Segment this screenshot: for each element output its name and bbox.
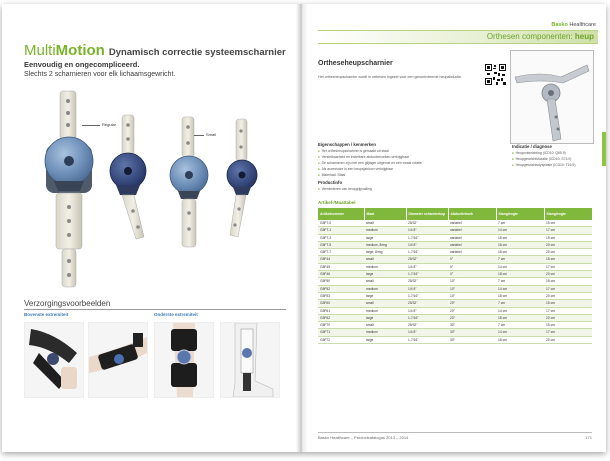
product-title: Ortheseheupscharnier xyxy=(318,60,393,67)
property-item: ■ Als accessoire is een heupsjabloon verkrijgbaar xyxy=(318,167,393,171)
table-row xyxy=(318,292,592,299)
table-cell: medium, 8/mg xyxy=(364,241,406,248)
table-cell: 19 cm xyxy=(544,234,592,241)
table-cell: G5F61 xyxy=(318,307,364,314)
table-cell: 25/32" xyxy=(406,220,448,227)
table-cell: medium xyxy=(364,329,406,336)
table-cell: 1/4 8" xyxy=(406,285,448,292)
right-page xyxy=(304,4,606,452)
table-cell: 1/4 8" xyxy=(406,329,448,336)
left-page-subtitle-2: Slechts 2 scharnieren voor elk lichaamsgewricht. xyxy=(24,71,176,78)
property-item: ■ Materiaal: Staal xyxy=(318,173,345,177)
table-cell: G5F72 xyxy=(318,336,364,343)
hinge-small-dark xyxy=(227,119,257,237)
production-title: Productinfo xyxy=(318,180,343,185)
page-footer: Basko Healthcare – Productcatalogus 2013 – 2014 xyxy=(318,435,409,440)
table-cell: G5FT-7 xyxy=(318,249,364,256)
table-cell: 1-7/16" xyxy=(406,314,448,321)
table-cell: G5FT-0 xyxy=(318,220,364,227)
table-cell: 15 cm xyxy=(544,278,592,285)
table-cell: G5F44 xyxy=(318,256,364,263)
table-cell: G5F60 xyxy=(318,300,364,307)
table-cell: 25/32" xyxy=(406,256,448,263)
table-cell: 18 cm xyxy=(496,314,544,321)
catalog-spread xyxy=(2,4,606,452)
table-cell: G5F53 xyxy=(318,292,364,299)
category-band-value: heup xyxy=(574,32,594,41)
table-cell: large xyxy=(364,234,406,241)
photo-leg-orthosis xyxy=(220,322,280,398)
table-cell: medium xyxy=(364,285,406,292)
col-header-diameter: Diameter scharnierkop xyxy=(406,208,448,220)
table-row xyxy=(318,314,592,321)
table-cell: G5F45 xyxy=(318,263,364,270)
page-number: 171 xyxy=(585,435,592,440)
table-cell: variabel xyxy=(448,241,496,248)
property-item: ■ Verstelbaarheid en instelbare abductiehoeken verkrijgbaar xyxy=(318,155,409,159)
indication-title: Indicatie / diagnose xyxy=(512,144,552,149)
leader-regular xyxy=(82,125,100,126)
table-cell: 10° xyxy=(448,292,496,299)
table-cell: 1-7/16" xyxy=(406,271,448,278)
table-row xyxy=(318,220,592,227)
table-cell: large xyxy=(364,271,406,278)
table-cell: 7 cm xyxy=(496,220,544,227)
property-item: ■ De scharnieren zijn met een glijlager uitgerust en een zwaai rotatie xyxy=(318,161,422,165)
title-description: Dynamisch correctie systeemscharnier xyxy=(108,47,286,58)
table-cell: 1/4 8" xyxy=(406,241,448,248)
table-row xyxy=(318,227,592,234)
table-row xyxy=(318,263,592,270)
table-cell: medium xyxy=(364,227,406,234)
table-cell: G5F70 xyxy=(318,322,364,329)
table-cell: 17 cm xyxy=(544,263,592,270)
hip-hinge-product-photo xyxy=(510,50,594,144)
left-page-subtitle: Eenvoudig en ongecompliceerd. xyxy=(24,60,140,69)
table-cell: 10° xyxy=(448,285,496,292)
table-cell: 20 cm xyxy=(544,292,592,299)
table-cell: variabel xyxy=(448,220,496,227)
col-header-abduction: Abductiehoek xyxy=(448,208,496,220)
table-cell: 15 cm xyxy=(544,322,592,329)
table-row xyxy=(318,271,592,278)
indication-item: ■ Heupgewrichtsluxatie (ICD10: S73.0) xyxy=(512,157,571,161)
table-header-row xyxy=(318,208,592,220)
production-item: ■ Verminderen van heupgrijpvalling xyxy=(318,187,372,191)
photo-arm-brace-2 xyxy=(88,322,148,398)
table-cell: small xyxy=(364,256,406,263)
col-header-rod-length-1: Stanglengte xyxy=(496,208,544,220)
table-cell: 30° xyxy=(448,322,496,329)
table-cell: 0° xyxy=(448,263,496,270)
label-small: Small xyxy=(206,132,217,137)
table-cell: 1-7/16" xyxy=(406,234,448,241)
brand-healthcare: Healthcare xyxy=(569,22,596,28)
table-cell: 15 cm xyxy=(544,256,592,263)
left-page xyxy=(2,4,300,452)
table-row xyxy=(318,241,592,248)
section-title-examples: Verzorgingsvoorbeelden xyxy=(24,299,111,308)
qr-code-icon xyxy=(485,64,506,85)
title-brand-motion: Motion xyxy=(55,42,105,59)
table-cell: 14 cm xyxy=(496,285,544,292)
table-cell: 17 cm xyxy=(544,227,592,234)
table-cell: small xyxy=(364,278,406,285)
table-cell: 20 cm xyxy=(544,336,592,343)
article-table-title: Artikel-/Maattabel xyxy=(318,200,356,205)
table-row xyxy=(318,336,592,343)
table-row xyxy=(318,256,592,263)
leader-small xyxy=(194,135,204,136)
col-header-size: Maat xyxy=(364,208,406,220)
hinge-regular-large xyxy=(45,91,93,287)
table-cell: large xyxy=(364,292,406,299)
table-cell: 1/4 8" xyxy=(406,263,448,270)
table-cell: 18 cm xyxy=(496,234,544,241)
hinge-product-photos xyxy=(32,89,287,294)
left-page-title xyxy=(24,42,286,60)
table-cell: 7 cm xyxy=(496,278,544,285)
table-cell: 1-7/16" xyxy=(406,292,448,299)
table-cell: 20° xyxy=(448,300,496,307)
table-cell: 7 cm xyxy=(496,300,544,307)
category-band-label: Orthesen componenten: xyxy=(486,32,573,41)
table-cell: 20° xyxy=(448,307,496,314)
table-row xyxy=(318,234,592,241)
table-cell: 18 cm xyxy=(496,249,544,256)
table-cell: small xyxy=(364,220,406,227)
table-row xyxy=(318,329,592,336)
table-cell: large, 8/mg xyxy=(364,249,406,256)
col-header-rod-length-2: Stanglengte xyxy=(544,208,592,220)
table-row xyxy=(318,300,592,307)
table-cell: large xyxy=(364,314,406,321)
hinge-regular-dark xyxy=(110,115,146,239)
table-row xyxy=(318,285,592,292)
table-row xyxy=(318,322,592,329)
hinge-illustration xyxy=(32,89,287,294)
properties-title: Eigenschappen / kenmerken xyxy=(318,142,377,147)
table-cell: variabel xyxy=(448,234,496,241)
table-cell: 20 cm xyxy=(544,271,592,278)
table-cell: 18 cm xyxy=(496,271,544,278)
table-cell: variabel xyxy=(448,227,496,234)
caption-lower-extremity: Onderste extremiteit xyxy=(154,312,198,317)
table-cell: 1/4 8" xyxy=(406,227,448,234)
header-brand xyxy=(551,22,596,28)
table-cell: 14 cm xyxy=(496,307,544,314)
table-cell: 20 cm xyxy=(544,241,592,248)
table-cell: G5FT-2 xyxy=(318,234,364,241)
table-cell: 25/32" xyxy=(406,300,448,307)
section-divider xyxy=(24,309,286,310)
col-header-article: Artikelnummer xyxy=(318,208,364,220)
hinge-small-blue xyxy=(170,117,208,247)
table-cell: small xyxy=(364,300,406,307)
brand-basko: Basko xyxy=(551,22,568,28)
table-cell: small xyxy=(364,322,406,329)
table-cell: 18 cm xyxy=(496,241,544,248)
table-cell: 7 cm xyxy=(496,322,544,329)
table-cell: 20 cm xyxy=(544,249,592,256)
table-row xyxy=(318,278,592,285)
table-cell: 14 cm xyxy=(496,329,544,336)
table-cell: 25/32" xyxy=(406,278,448,285)
table-cell: 15 cm xyxy=(544,220,592,227)
table-cell: 1/4 8" xyxy=(406,307,448,314)
caption-upper-extremity: Bovenste extremiteit xyxy=(24,312,69,317)
photo-arm-brace-1 xyxy=(24,322,84,398)
category-band-text xyxy=(487,32,594,41)
article-size-table xyxy=(318,208,593,344)
table-cell: 10° xyxy=(448,278,496,285)
table-cell: 1-7/16" xyxy=(406,336,448,343)
table-cell: 17 cm xyxy=(544,285,592,292)
article-table-body xyxy=(318,220,592,344)
table-cell: G5F71 xyxy=(318,329,364,336)
table-cell: 30° xyxy=(448,329,496,336)
table-cell: 30° xyxy=(448,336,496,343)
table-cell: 1-7/16" xyxy=(406,249,448,256)
table-cell: 20 cm xyxy=(544,314,592,321)
table-cell: medium xyxy=(364,307,406,314)
table-cell: 14 cm xyxy=(496,263,544,270)
product-intro: Het orthesheupscharnier wordt in orthesen ingezet voor een gecontroleerde heupabductie. xyxy=(318,75,463,79)
table-cell: large xyxy=(364,336,406,343)
table-cell: G5FT-5 xyxy=(318,241,364,248)
table-row xyxy=(318,249,592,256)
table-cell: 18 cm xyxy=(496,336,544,343)
table-cell: 25/32" xyxy=(406,322,448,329)
table-cell: 14 cm xyxy=(496,227,544,234)
indication-item: ■ Heupontwrichting (ICD10: Q65.9) xyxy=(512,151,566,155)
table-cell: G5F52 xyxy=(318,285,364,292)
title-brand-multi: Multi xyxy=(24,42,56,59)
table-cell: 7 cm xyxy=(496,256,544,263)
table-cell: G5F62 xyxy=(318,314,364,321)
property-item: ■ Het orthesheupscharnier is gemaakt uit staal xyxy=(318,149,389,153)
table-cell: 0° xyxy=(448,256,496,263)
side-index-tab xyxy=(602,132,606,166)
table-cell: G5F50 xyxy=(318,278,364,285)
table-cell: 18 cm xyxy=(496,292,544,299)
table-cell: G5FT-1 xyxy=(318,227,364,234)
footer-divider xyxy=(318,432,592,433)
table-cell: 20° xyxy=(448,314,496,321)
table-cell: 0° xyxy=(448,271,496,278)
table-cell: 17 cm xyxy=(544,307,592,314)
category-band xyxy=(318,30,598,44)
photo-knee-brace xyxy=(154,322,214,398)
table-cell: 17 cm xyxy=(544,329,592,336)
table-cell: variabel xyxy=(448,249,496,256)
table-row xyxy=(318,307,592,314)
table-cell: 15 cm xyxy=(544,300,592,307)
table-cell: medium xyxy=(364,263,406,270)
table-cell: G5F46 xyxy=(318,271,364,278)
indication-item: ■ Heupgewrichtsdysplasie (ICD10: T16.9) xyxy=(512,163,575,167)
label-regular: Regular xyxy=(102,122,117,127)
